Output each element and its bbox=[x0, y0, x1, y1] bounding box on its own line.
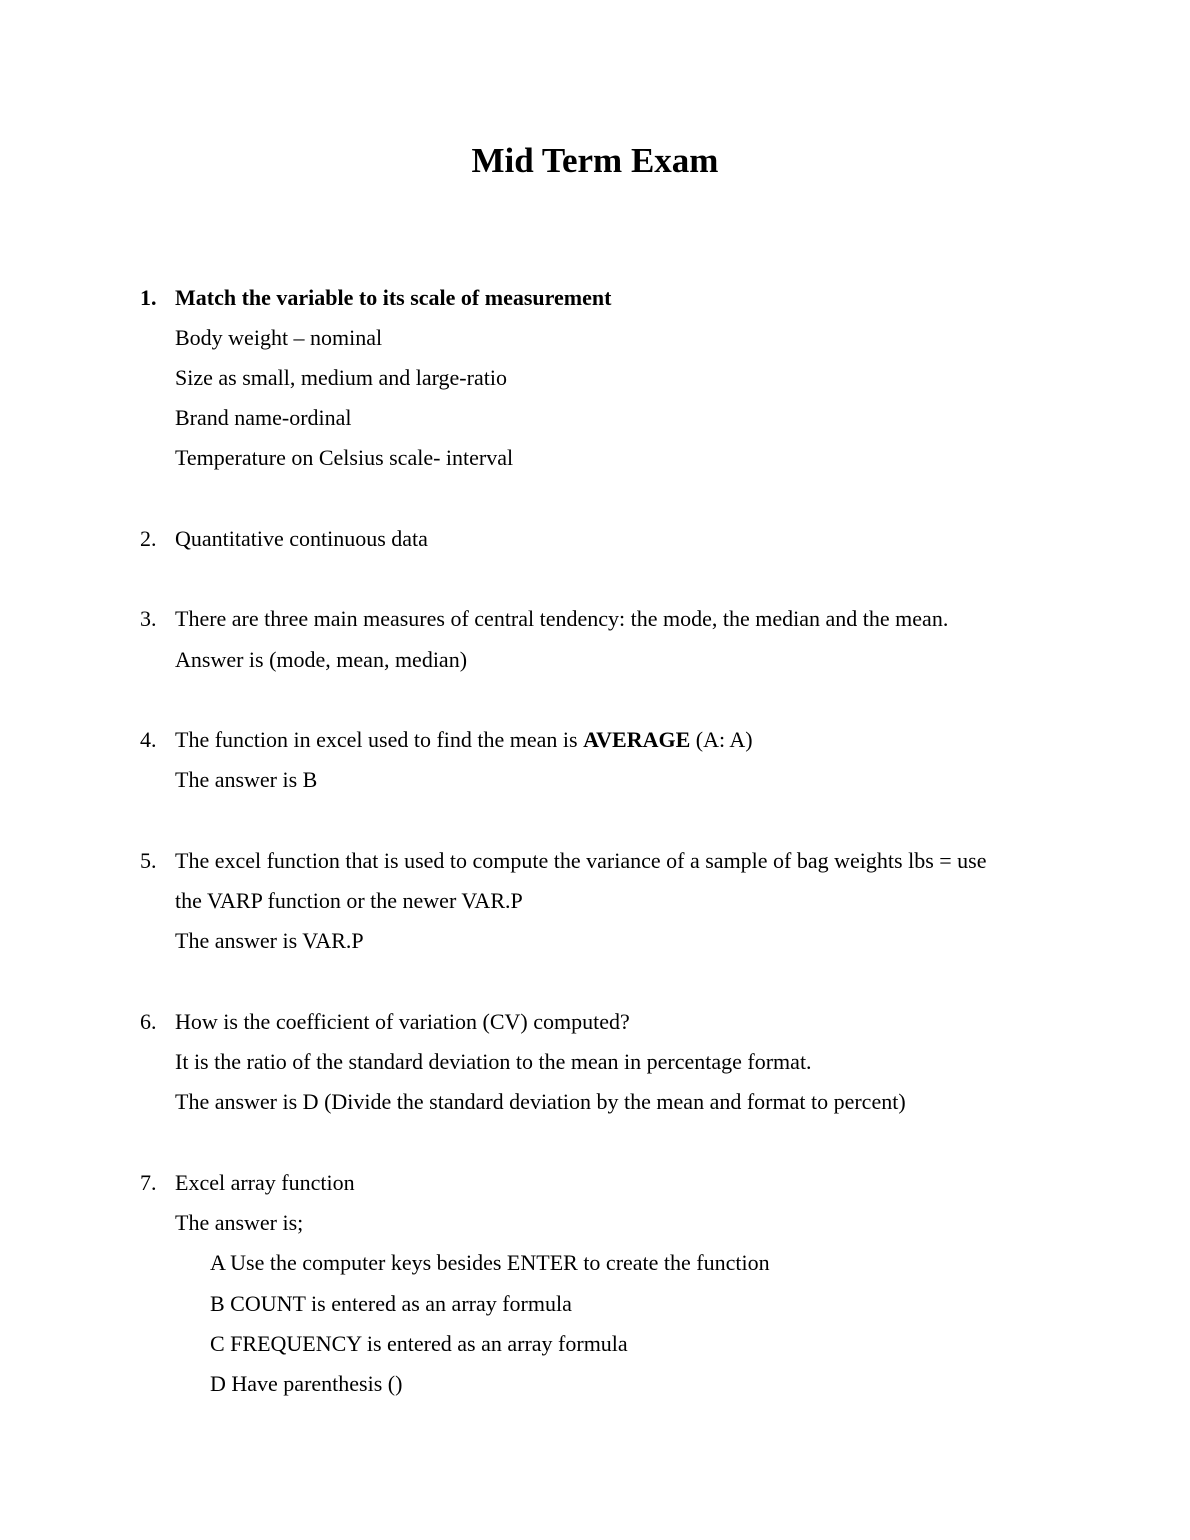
answer-line: the VARP function or the newer VAR.P bbox=[175, 888, 523, 913]
answer-line: Temperature on Celsius scale- interval bbox=[175, 445, 514, 470]
answer-line: Size as small, medium and large-ratio bbox=[175, 365, 507, 390]
page-title: Mid Term Exam bbox=[471, 141, 719, 180]
option-item: C FREQUENCY is entered as an array formula bbox=[210, 1331, 628, 1356]
answer-line: The answer is; bbox=[175, 1210, 304, 1235]
answer-line: Brand name-ordinal bbox=[175, 405, 352, 430]
question-number: 2. bbox=[140, 526, 157, 551]
option-item: D Have parenthesis () bbox=[210, 1371, 403, 1396]
answer-line: It is the ratio of the standard deviation to the mean in percentage format. bbox=[175, 1049, 812, 1074]
question-number: 3. bbox=[140, 606, 157, 631]
option-item: A Use the computer keys besides ENTER to create the function bbox=[210, 1250, 770, 1275]
answer-line: The answer is VAR.P bbox=[175, 928, 364, 953]
answer-line bbox=[175, 720, 753, 760]
question-heading: Match the variable to its scale of measurement bbox=[175, 285, 612, 310]
question-number: 7. bbox=[140, 1170, 157, 1195]
option-item: B COUNT is entered as an array formula bbox=[210, 1291, 572, 1316]
answer-line: Excel array function bbox=[175, 1170, 355, 1195]
question-number: 6. bbox=[140, 1009, 157, 1034]
question-number: 5. bbox=[140, 848, 157, 873]
question-number: 4. bbox=[140, 727, 157, 752]
answer-line: The answer is D (Divide the standard deviation by the mean and format to percent) bbox=[175, 1089, 906, 1114]
question-number: 1. bbox=[140, 285, 157, 310]
function-name: AVERAGE bbox=[583, 727, 691, 752]
answer-line: The answer is B bbox=[175, 767, 318, 792]
answer-line: Answer is (mode, mean, median) bbox=[175, 647, 468, 672]
answer-line: The excel function that is used to compute the variance of a sample of bag weights lbs = use bbox=[175, 848, 987, 873]
answer-line: How is the coefficient of variation (CV) computed? bbox=[175, 1009, 630, 1034]
text-segment: (A: A) bbox=[690, 727, 753, 752]
text-segment: The function in excel used to find the mean is bbox=[175, 727, 584, 752]
answer-line: Body weight – nominal bbox=[175, 325, 383, 350]
answer-line: There are three main measures of central tendency: the mode, the median and the mean. bbox=[175, 606, 949, 631]
answer-line: Quantitative continuous data bbox=[175, 526, 428, 551]
